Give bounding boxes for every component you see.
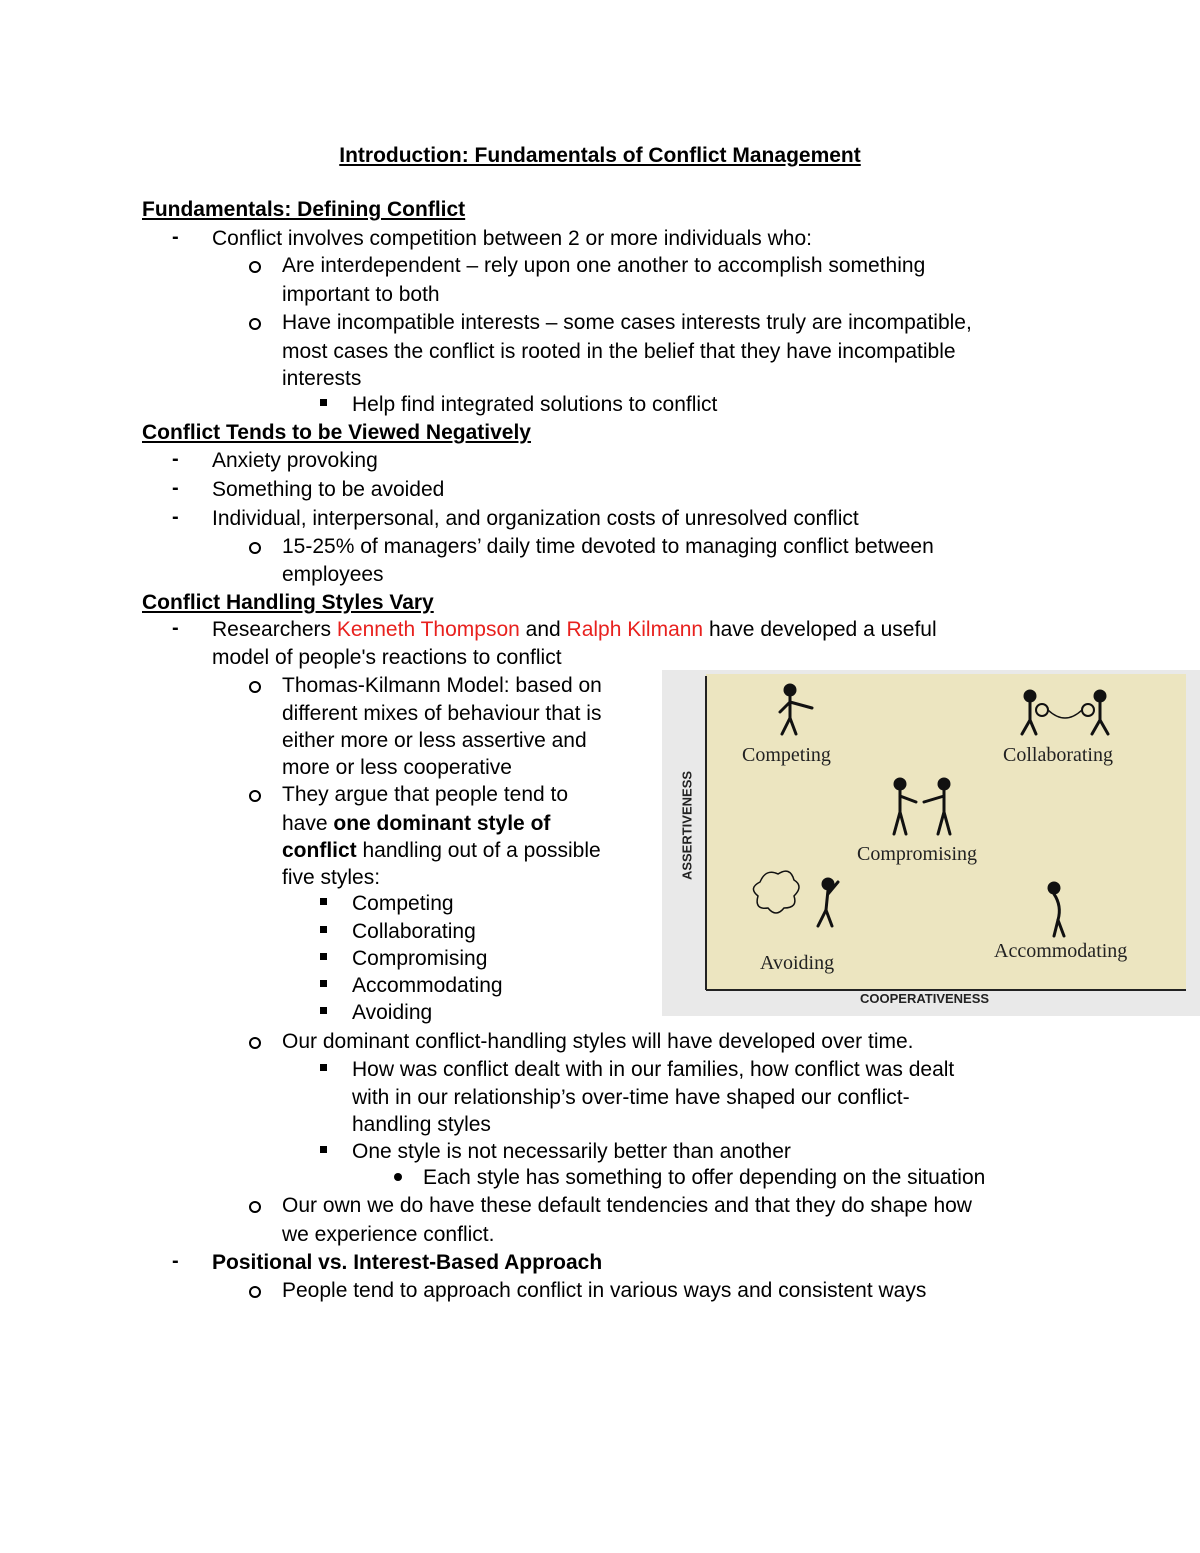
- figure-label-accommodating: Accommodating: [994, 940, 1128, 962]
- circle-bullet-icon: [249, 318, 261, 330]
- list-item: Conflict involves competition between 2 or more individuals who:: [212, 227, 812, 250]
- list-item-continuation: [282, 810, 550, 838]
- list-item: How was conflict dealt with in our families, how conflict was dealt: [352, 1058, 955, 1081]
- square-bullet-icon: [320, 953, 327, 960]
- list-item-continuation: either more or less assertive and: [282, 729, 587, 752]
- list-item-continuation: important to both: [282, 283, 440, 306]
- circle-bullet-icon: [249, 1201, 261, 1213]
- dash-bullet: -: [172, 1250, 179, 1272]
- list-item-continuation: model of people's reactions to conflict: [212, 646, 562, 669]
- text-span: have: [282, 812, 334, 835]
- dot-bullet-icon: [394, 1173, 402, 1181]
- square-bullet-icon: [320, 399, 327, 406]
- text-span: have developed a useful: [703, 618, 937, 641]
- square-bullet-icon: [320, 1007, 327, 1014]
- list-item-continuation: we experience conflict.: [282, 1223, 495, 1246]
- circle-bullet-icon: [249, 790, 261, 802]
- figure-label-avoiding: Avoiding: [760, 952, 835, 974]
- bold-text: one dominant style of: [333, 812, 551, 835]
- list-item-continuation: most cases the conflict is rooted in the belief that they have incompatible: [282, 340, 956, 363]
- list-item-continuation: more or less cooperative: [282, 756, 512, 779]
- list-item-continuation: interests: [282, 367, 362, 390]
- list-item: 15-25% of managers’ daily time devoted to managing conflict between: [282, 535, 934, 558]
- figure-label-compromising: Compromising: [857, 843, 978, 865]
- style-list-item: Compromising: [352, 947, 488, 970]
- square-bullet-icon: [320, 1146, 327, 1153]
- y-axis-label: ASSERTIVENESS: [679, 770, 695, 881]
- dash-bullet: -: [172, 448, 179, 470]
- circle-bullet-icon: [249, 681, 261, 693]
- list-item: Our own we do have these default tendencies and that they do shape how: [282, 1194, 972, 1217]
- square-bullet-icon: [320, 1064, 327, 1071]
- list-item: People tend to approach conflict in various ways and consistent ways: [282, 1279, 927, 1302]
- bold-text: conflict: [282, 839, 357, 862]
- list-item-continuation: different mixes of behaviour that is: [282, 702, 602, 725]
- list-item: Anxiety provoking: [212, 449, 378, 472]
- list-item-researchers: [212, 616, 937, 644]
- competing-person-icon: [780, 685, 812, 734]
- dash-bullet: -: [172, 226, 179, 248]
- figure-label-competing: Competing: [742, 744, 831, 766]
- circle-bullet-icon: [249, 1037, 261, 1049]
- researcher-name: Ralph Kilmann: [566, 618, 704, 641]
- compromising-people-icon: [894, 779, 950, 834]
- square-bullet-icon: [320, 980, 327, 987]
- list-item-continuation: with in our relationship’s over-time have shaped our conflict-: [352, 1086, 910, 1109]
- researcher-name: Kenneth Thompson: [336, 618, 520, 641]
- list-item-continuation: handling styles: [352, 1113, 491, 1136]
- circle-bullet-icon: [249, 261, 261, 273]
- list-item-continuation: employees: [282, 563, 384, 586]
- text-span: handling out of a possible: [356, 839, 601, 862]
- list-item: Each style has something to offer depending on the situation: [423, 1166, 986, 1189]
- list-item: Individual, interpersonal, and organization costs of unresolved conflict: [212, 507, 859, 530]
- figure-label-collaborating: Collaborating: [1003, 744, 1113, 766]
- list-item: One style is not necessarily better than another: [352, 1140, 791, 1163]
- list-item: Our dominant conflict-handling styles will have developed over time.: [282, 1030, 914, 1053]
- list-item-continuation: five styles:: [282, 866, 381, 889]
- section-heading-handling-styles: Conflict Handling Styles Vary: [142, 591, 434, 614]
- x-axis-label: COOPERATIVENESS: [860, 991, 990, 1006]
- circle-bullet-icon: [249, 1286, 261, 1298]
- section-heading-viewed-negatively: Conflict Tends to be Viewed Negatively: [142, 421, 531, 444]
- section-heading-defining-conflict: Fundamentals: Defining Conflict: [142, 198, 466, 221]
- dash-bullet: -: [172, 617, 179, 639]
- list-item-continuation: [282, 837, 601, 865]
- list-item: Help find integrated solutions to conflict: [352, 393, 718, 416]
- square-bullet-icon: [320, 926, 327, 933]
- page-title: Introduction: Fundamentals of Conflict Management: [339, 144, 861, 167]
- circle-bullet-icon: [249, 542, 261, 554]
- collaborating-people-icon: [1022, 691, 1108, 734]
- style-list-item: Collaborating: [352, 920, 476, 943]
- accommodating-person-icon: [1049, 883, 1064, 936]
- list-item: Thomas-Kilmann Model: based on: [282, 674, 602, 697]
- list-item: Have incompatible interests – some cases interests truly are incompatible,: [282, 311, 972, 334]
- text-span: and: [519, 618, 567, 641]
- list-item: Something to be avoided: [212, 478, 445, 501]
- list-item: Are interdependent – rely upon one another to accomplish something: [282, 254, 926, 277]
- dash-bullet: -: [172, 506, 179, 528]
- list-item: They argue that people tend to: [282, 783, 569, 806]
- square-bullet-icon: [320, 898, 327, 905]
- dash-bullet: -: [172, 477, 179, 499]
- style-list-item: Avoiding: [352, 1001, 433, 1024]
- avoiding-person-icon: [753, 871, 838, 926]
- list-item-positional: Positional vs. Interest-Based Approach: [212, 1251, 603, 1274]
- thomas-kilmann-figure: [662, 670, 1200, 1016]
- style-list-item: Competing: [352, 892, 454, 915]
- style-list-item: Accommodating: [352, 974, 503, 997]
- text-span: Researchers: [212, 618, 337, 641]
